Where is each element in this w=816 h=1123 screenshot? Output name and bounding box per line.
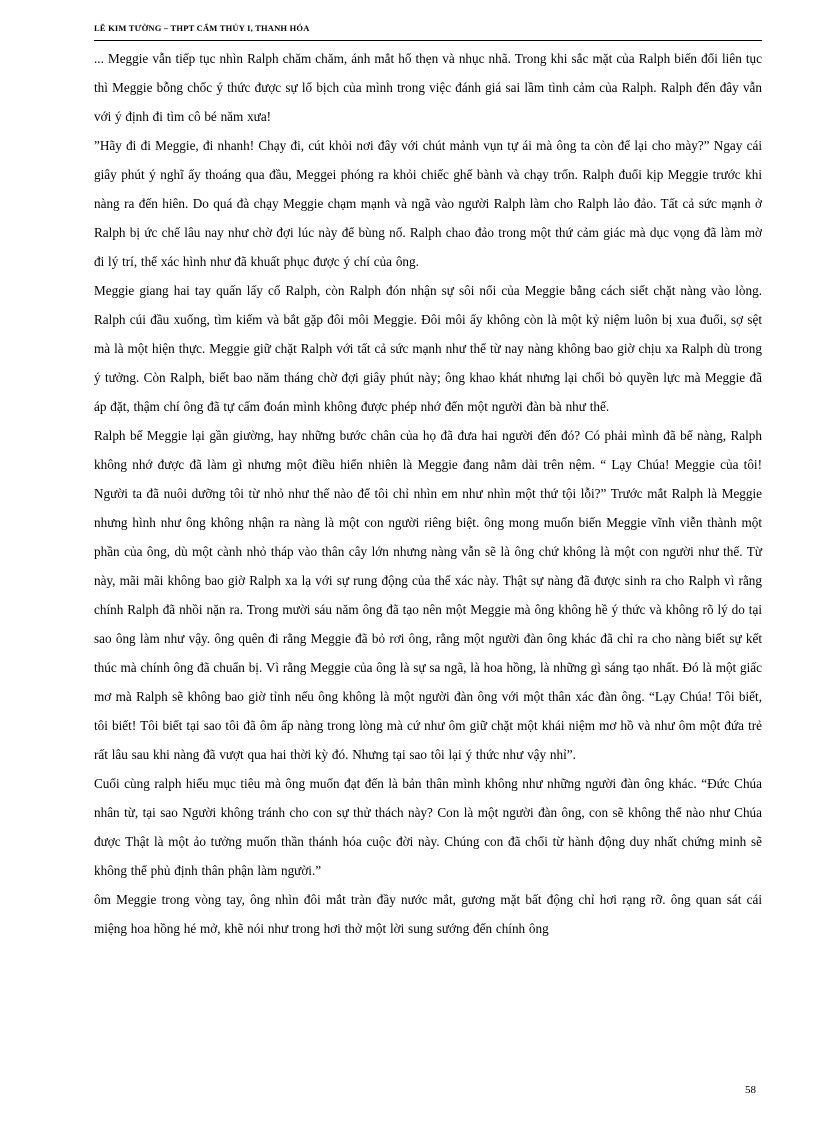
page-number: 58	[745, 1084, 756, 1096]
paragraph-3: Meggie giang hai tay quấn lấy cổ Ralph, còn Ralph đón nhận sự sôi nổi của Meggie bằng cách siết chặt nàng vào lòng. Ralph cúi đầu xuống, tìm kiếm và bắt gặp đôi môi Meggie. Đôi môi ấy không còn là một kỷ niệm luôn bị xua đuổi, sợ sệt mà là một hiện thực. Meggie giữ chặt Ralph với tất cả sức mạnh như thể từ nay nàng không bao giờ chịu xa Ralph dù trong ý tưởng. Còn Ralph, biết bao năm tháng chờ đợi giây phút này; ông khao khát nhưng lại chối bỏ quyền lực mà Meggie đã áp đặt, thậm chí ông đã tự cấm đoán mình không được phép nhớ đến một người đàn bà như thế.	[94, 283, 762, 414]
paragraph-1: ... Meggie vẫn tiếp tục nhìn Ralph chăm chăm, ánh mắt hổ thẹn và nhục nhã. Trong khi sắc mặt của Ralph biến đổi liên tục thì Meggie bỗng chốc ý thức được sự lố bịch của mình trong việc đánh giá sai lầm tình cảm của Ralph. Ralph đến đây vẫn với ý định đi tìm cô bé năm xưa!	[94, 51, 762, 124]
paragraph-5: Cuối cùng ralph hiểu mục tiêu mà ông muốn đạt đến là bản thân mình không như những người đàn ông khác. “Đức Chúa nhân từ, tại sao Người không tránh cho con sự thử thách này? Con là một người đàn ông, con sẽ không thể nào như Chúa được Thật là một ảo tưởng muốn thần thánh hóa cuộc đời này. Chúng con đã chối từ hành động duy nhất chứng minh sẽ không thể phủ định thân phận làm người.”	[94, 776, 762, 878]
paragraph-2: ”Hãy đi đi Meggie, đi nhanh! Chạy đi, cút khỏi nơi đây với chút mảnh vụn tự ái mà ông ta còn để lại cho mày?” Ngay cái giây phút ý nghĩ ấy thoáng qua đầu, Meggei phóng ra khỏi chiếc ghế bành và chạy trốn. Ralph đuổi kịp Meggie trước khi nàng ra đến hiên. Do quá đà chạy Meggie chạm mạnh và ngã vào người Ralph làm cho Ralph lảo đảo. Tất cả sức mạnh ở Ralph bị ức chế lâu nay như chờ đợi lúc này để bùng nổ. Ralph chao đảo trong một thứ cảm giác mà dục vọng đã làm mờ đi lý trí, thể xác hình như đã khuất phục được ý chí của ông.	[94, 138, 762, 269]
paragraph-6: ôm Meggie trong vòng tay, ông nhìn đôi mắt tràn đầy nước mắt, gương mặt bất động chỉ hơi rạng rỡ. ông quan sát cái miệng hoa hồng hé mở, khẽ nói như trong hơi thở một lời sung sướng đến chính ông	[94, 892, 762, 936]
page-header-text: LÊ KIM TƯỜNG – THPT CẨM THỦY I, THANH HÓA	[94, 23, 310, 33]
paragraph-4: Ralph bế Meggie lại gần giường, hay những bước chân của họ đã đưa hai người đến đó? Có phải mình đã bế nàng, Ralph không nhớ được đã làm gì nhưng một điều hiển nhiên là Meggie đang nằm dài trên nệm. “ Lạy Chúa! Meggie của tôi! Người ta đã nuôi dưỡng tôi từ nhỏ như thế nào để tôi chỉ nhìn em như nhìn một thứ tội lỗi?” Trước mắt Ralph là Meggie nhưng hình như ông không nhận ra nàng là một con người riêng biệt. ông mong muốn biến Meggie vĩnh viễn thành một phần của ông, dù một cành nhỏ tháp vào thân cây lớn nhưng nàng vẫn sẽ là ông chứ không là một con người như thế. Từ này, mãi mãi không bao giờ Ralph xa lạ với sự rung động của thể xác này. Thật sự nàng đã được sinh ra cho Ralph vì rằng chính Ralph đã nhồi nặn ra. Trong mười sáu năm ông đã tạo nên một Meggie mà ông không hề ý thức và không rõ lý do tại sao ông làm như vậy. ông quên đi rằng Meggie đã bỏ rơi ông, rằng một người đàn ông khác đã chỉ ra cho nàng biết sự kết thúc mà chính ông đã chuẩn bị. Vì rằng Meggie của ông là sự sa ngã, là hoa hồng, là những gì sáng tạo nhất. Đó là một giấc mơ mà Ralph sẽ không bao giờ tỉnh nếu ông không là một người đàn ông với một thân xác đàn ông. “Lạy Chúa! Tôi biết, tôi biết! Tôi biết tại sao tôi đã ôm ấp nàng trong lòng mà cứ như ôm giữ chặt một khái niệm mơ hồ và như ôm một đứa trẻ rất lâu sau khi nàng đã vượt qua hai thời kỳ đó. Nhưng tại sao tôi lại ý thức như vậy nhỉ”.	[94, 428, 762, 762]
page-body	[94, 44, 762, 943]
page-header	[94, 22, 762, 41]
